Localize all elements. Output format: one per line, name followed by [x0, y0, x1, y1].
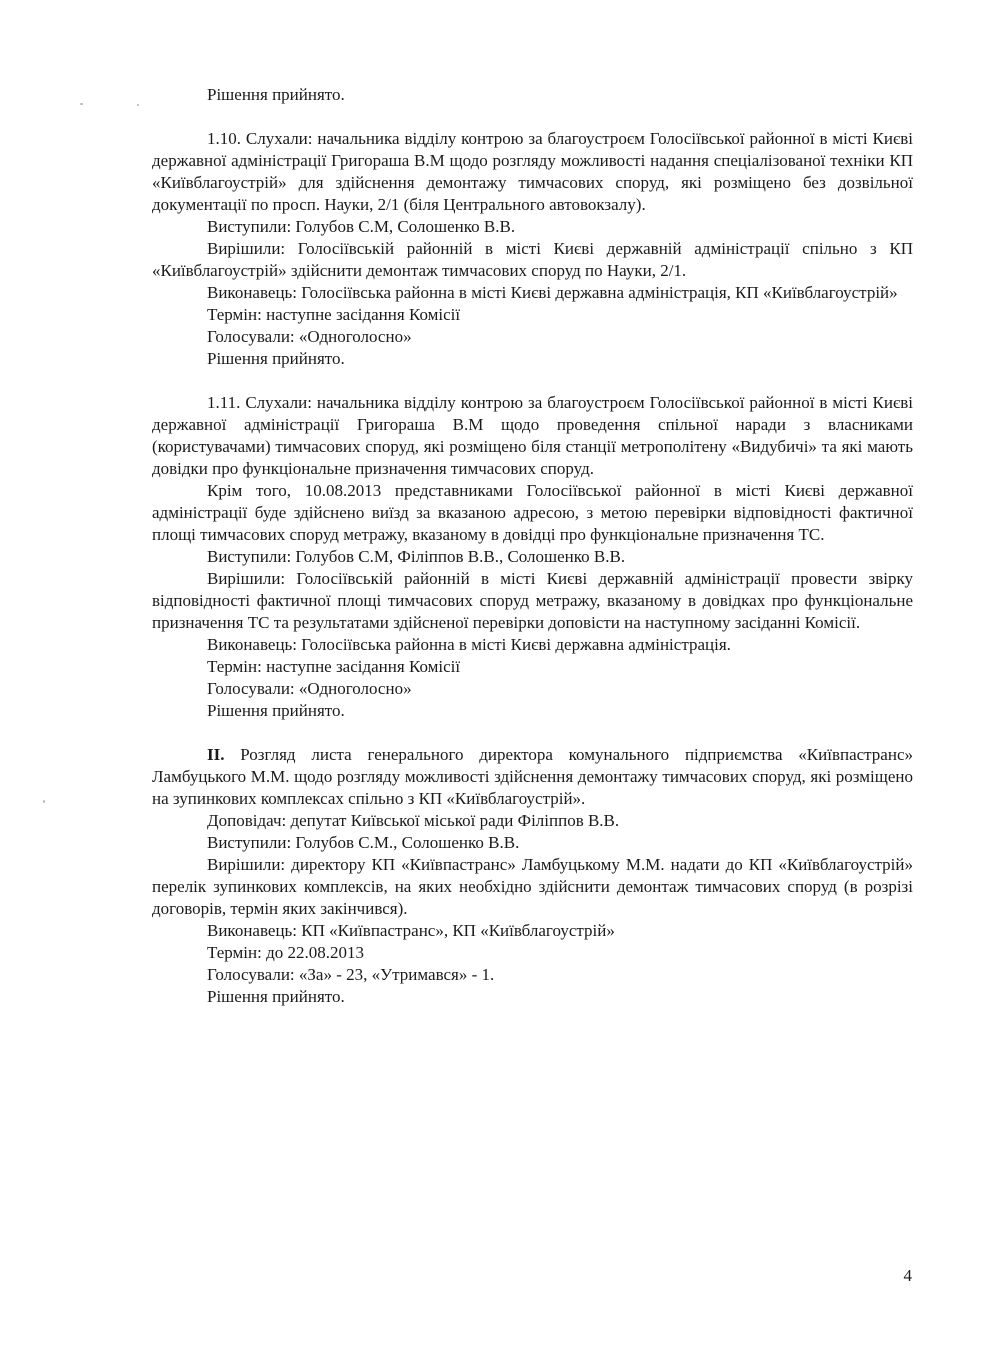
paragraph-2: 1.10. Слухали: начальника відділу контрою за благоустроєм Голосіївської районної в місті Києві державної адміністрації Григораша В.М щодо розгляду можливості надання спеціалізованої техніки КП «Київблагоустрій» для здійснення демонтажу тимчасових споруд, які розміщено без дозвільної документації по просп. Науки, 2/1 (біля Центрального автовокзалу).	[152, 129, 913, 214]
paragraph-8: Рішення прийнято.	[207, 349, 345, 368]
paragraph-3: Виступили: Голубов С.М, Солошенко В.В.	[207, 217, 516, 236]
paragraph-4: Вирішили: Голосіївській районній в місті Києві державній адміністрації спільно з КП «Київблагоустрій» здійснити демонтаж тимчасових споруд по Науки, 2/1.	[152, 239, 913, 280]
paragraph-21: Виконавець: КП «Київпастранс», КП «Київблагоустрій»	[207, 921, 615, 940]
document-body	[152, 84, 913, 1008]
paragraph-24: Рішення прийнято.	[207, 987, 345, 1006]
paragraph-18: Доповідач: депутат Київської міської ради Філіппов В.В.	[207, 811, 620, 830]
paragraph-15: Голосували: «Одноголосно»	[207, 679, 412, 698]
paragraph-13: Виконавець: Голосіївська районна в місті Києві державна адміністрація.	[207, 635, 731, 654]
paragraph-12: Вирішили: Голосіївській районній в місті Києві державній адміністрації провести звірку відповідності фактичної площі тимчасових споруд метражу, вказаному в довідках про функціональне призначення ТС та результатами здійсненої перевірки доповісти на наступному засіданні Комісії.	[152, 569, 913, 632]
paragraph-9: 1.11. Слухали: начальника відділу контрою за благоустроєм Голосіївської районної в місті Києві державної адміністрації Григораша В.М щодо проведення спільної наради з власниками (користувачами) тимчасових споруд, які розміщено біля станції метрополітену «Видубичі» та які мають довідки про функціональне призначення тимчасових споруд.	[152, 393, 913, 478]
section-number: II.	[207, 745, 225, 764]
scan-speck	[80, 103, 83, 105]
scan-speck	[43, 800, 45, 803]
paragraph-23: Голосували: «За» - 23, «Утримався» - 1.	[207, 965, 495, 984]
paragraph-17: II. Розгляд листа генерального директора комунального підприємства «Київпастранс» Ламбуцького М.М. щодо розгляду можливості здійснення демонтажу тимчасових споруд, які розміщено на зупинкових комплексах спільно з КП «Київблагоустрій».	[152, 745, 913, 808]
paragraph-1: Рішення прийнято.	[207, 85, 345, 104]
paragraph-14: Термін: наступне засідання Комісії	[207, 657, 461, 676]
paragraph-22: Термін: до 22.08.2013	[207, 943, 364, 962]
paragraph-6: Термін: наступне засідання Комісії	[207, 305, 461, 324]
paragraph-11: Виступили: Голубов С.М, Філіппов В.В., Солошенко В.В.	[207, 547, 626, 566]
paragraph-20: Вирішили: директору КП «Київпастранс» Ламбуцькому М.М. надати до КП «Київблагоустрій» перелік зупинкових комплексів, на яких необхідно здійснити демонтаж тимчасових споруд (в розрізі договорів, термін яких закінчився).	[152, 855, 913, 918]
paragraph-5: Виконавець: Голосіївська районна в місті Києві державна адміністрація, КП «Київблагоустрій»	[207, 283, 898, 302]
paragraph-16: Рішення прийнято.	[207, 701, 345, 720]
paragraph-7: Голосували: «Одноголосно»	[207, 327, 412, 346]
paragraph-10: Крім того, 10.08.2013 представниками Голосіївської районної в місті Києві державної адміністрації буде здійснено виїзд за вказаною адресою, з метою перевірки відповідності фактичної площі тимчасових споруд метражу, вказаному в довідці про функціональне призначення ТС.	[152, 481, 913, 544]
page-number: 4	[903, 1266, 912, 1285]
paragraph-19: Виступили: Голубов С.М., Солошенко В.В.	[207, 833, 520, 852]
scan-speck	[137, 104, 139, 106]
